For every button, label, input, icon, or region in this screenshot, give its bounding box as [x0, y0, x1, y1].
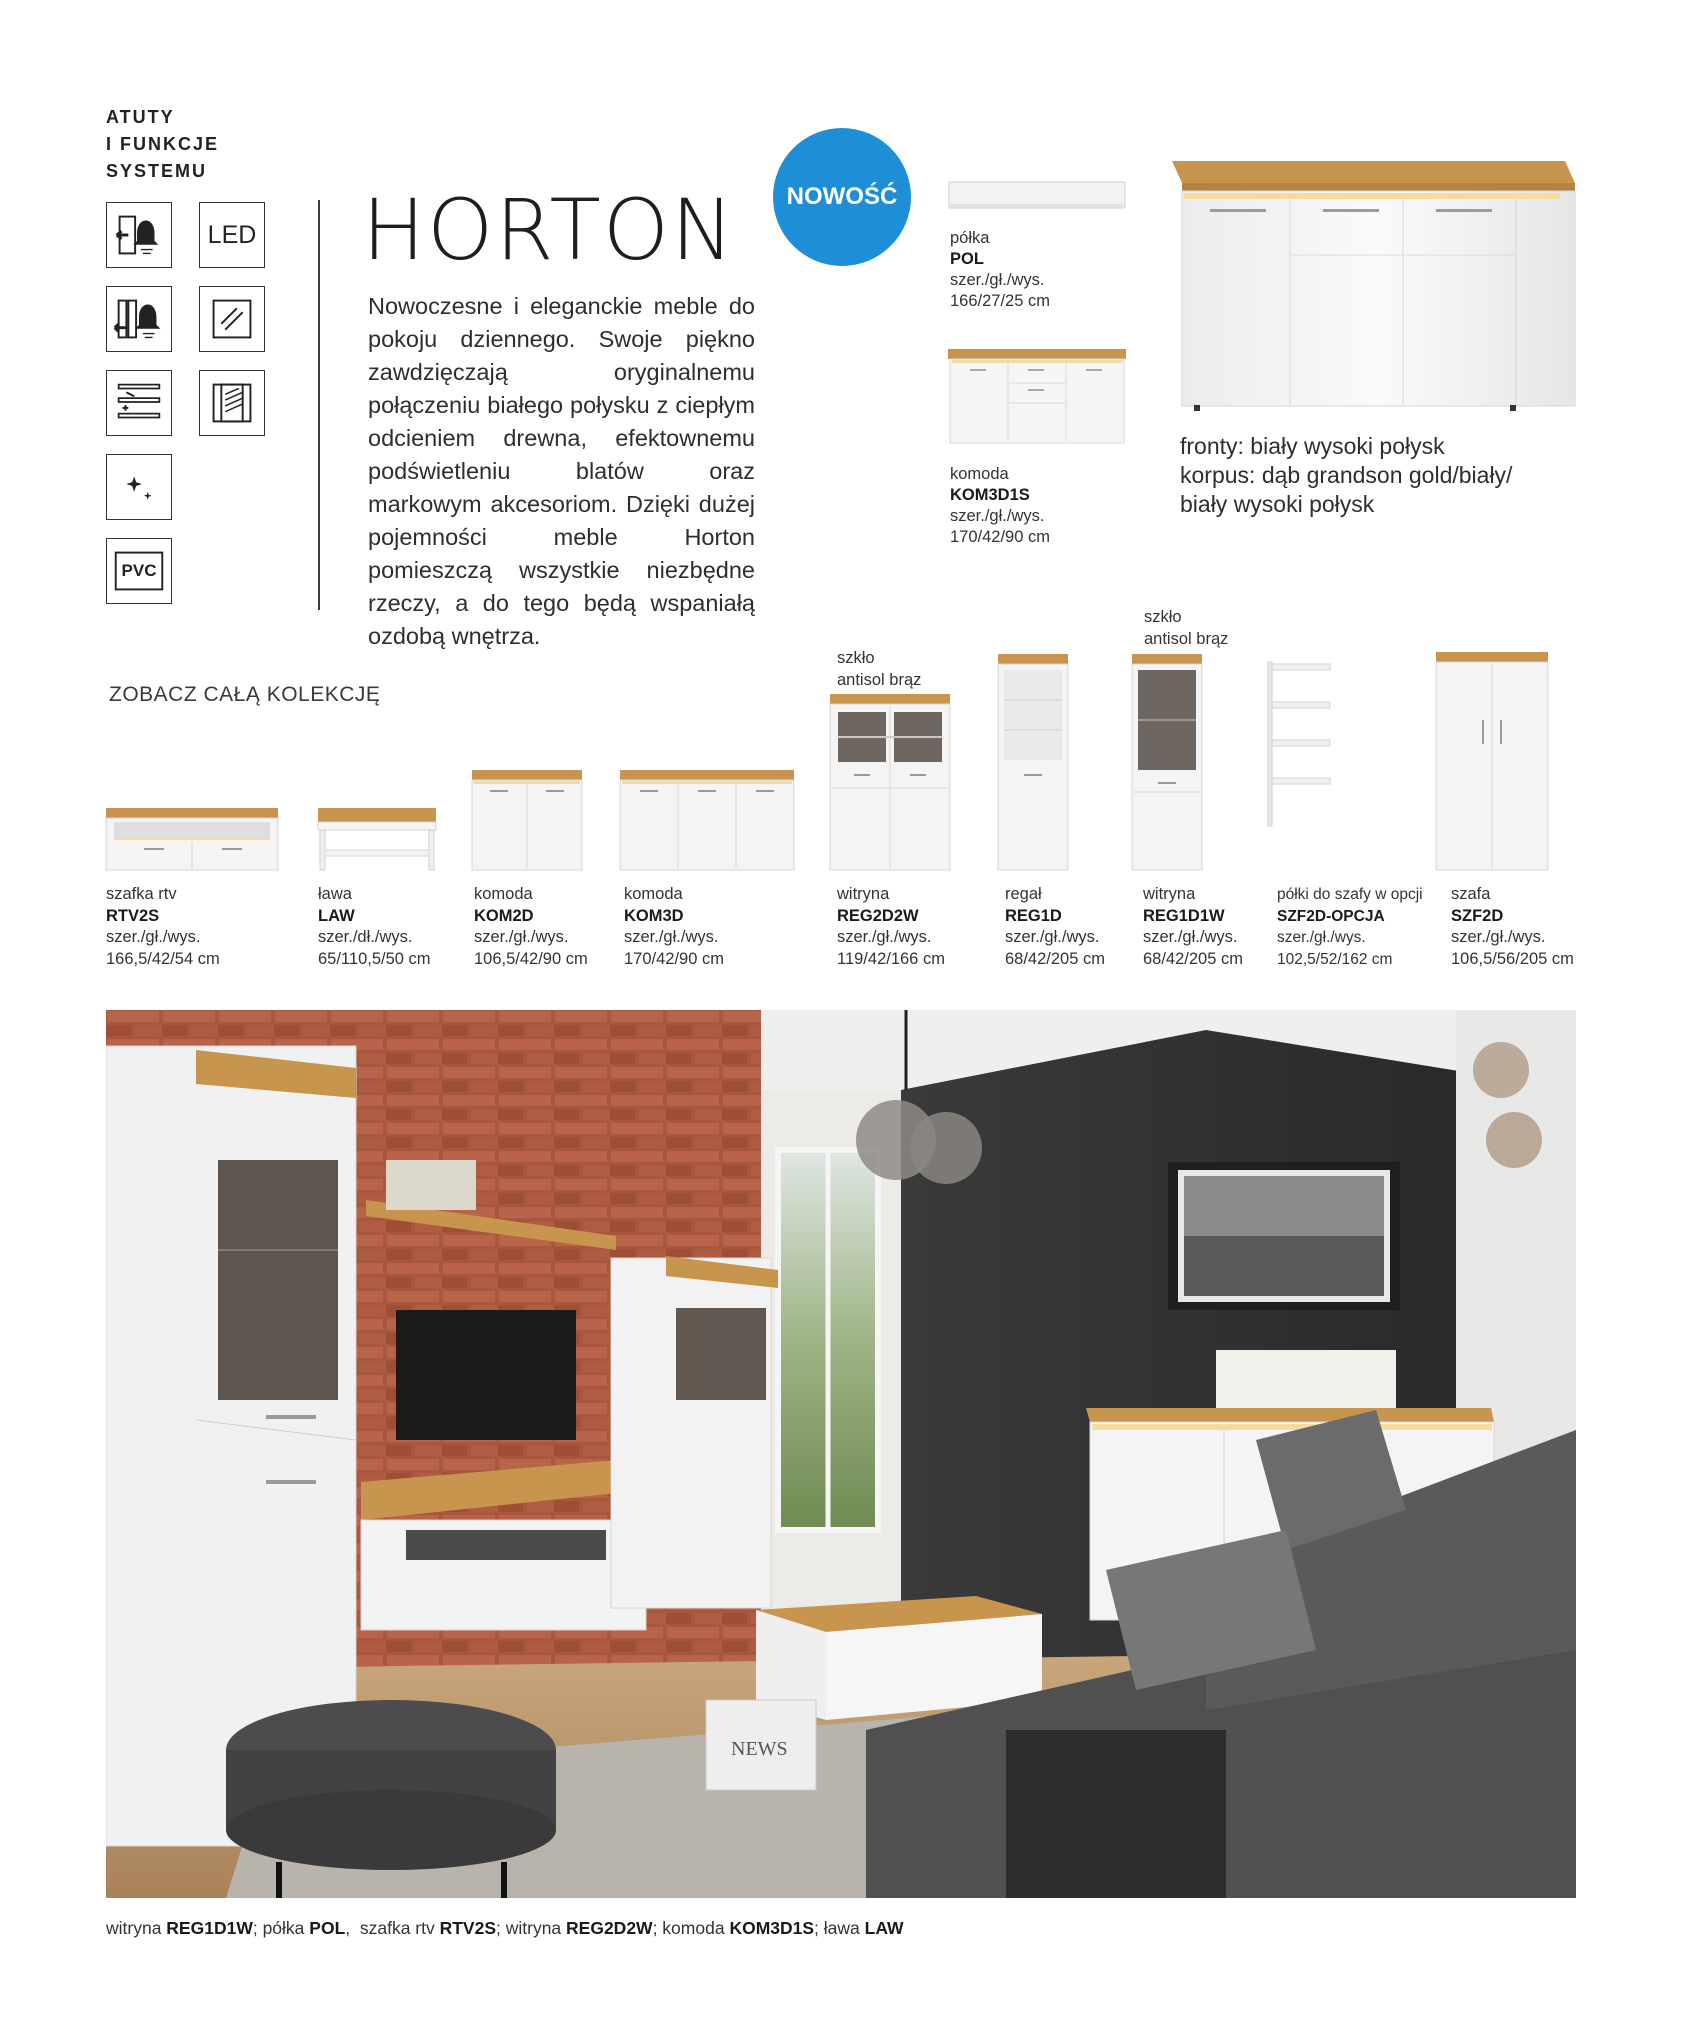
item-code: KOM3D1S [950, 486, 1030, 504]
item-dims-label: szer./gł./wys. [950, 271, 1045, 289]
collection-item [1451, 884, 1574, 970]
item-type: szafka rtv [106, 885, 177, 903]
item-dims: 170/42/90 cm [624, 949, 724, 968]
collection-item [106, 884, 220, 970]
dresser-kom3d1s-caption [950, 464, 1050, 548]
item-type: komoda [474, 885, 533, 903]
glass-icon [199, 286, 265, 352]
featured-spec [1180, 432, 1512, 519]
collection-item [318, 884, 431, 970]
item-dims: 68/42/205 cm [1005, 949, 1105, 968]
item-dims-label: szer./dł./wys. [318, 928, 413, 946]
caption-text: , szafka rtv [345, 1918, 440, 1938]
glass-tempered-icon [199, 370, 265, 436]
item-dims-label: szer./gł./wys. [1277, 929, 1366, 946]
collection-item [474, 884, 588, 970]
collection-item [1005, 884, 1105, 970]
shelf-pol-caption [950, 228, 1050, 312]
item-type: ława [318, 885, 352, 903]
item-type: witryna [1143, 885, 1196, 903]
szf2d-opcja-image [1266, 660, 1338, 832]
led-label: LED [207, 220, 257, 249]
item-type: regał [1005, 885, 1042, 903]
collection-item [1277, 884, 1423, 970]
features-title-line: I FUNKCJE [106, 134, 220, 154]
item-dims: 106,5/42/90 cm [474, 949, 588, 968]
item-type: szafa [1451, 885, 1491, 903]
glass-note-line: szkło [1144, 608, 1182, 626]
item-type: komoda [950, 465, 1009, 483]
caption-code: REG1D1W [166, 1918, 253, 1938]
glass-note [1144, 607, 1228, 650]
soft-close-door-icon [106, 286, 172, 352]
caption-code: RTV2S [439, 1918, 496, 1938]
item-type: komoda [624, 885, 683, 903]
rtv2s-image [104, 806, 280, 872]
item-code: SZF2D [1451, 906, 1504, 925]
szf2d-image [1434, 650, 1550, 872]
item-type: witryna [837, 885, 890, 903]
reg1d-image [996, 652, 1070, 872]
item-dims: 166/27/25 cm [950, 292, 1050, 310]
pvc-icon [106, 538, 172, 604]
item-code: SZF2D-OPCJA [1277, 907, 1385, 925]
reg2d2w-image [828, 692, 952, 872]
page-title: HORTON [362, 181, 736, 279]
glass-note-line: szkło [837, 649, 875, 667]
item-dims-label: szer./gł./wys. [624, 928, 719, 946]
features-title [106, 104, 219, 185]
reg1d1w-image [1130, 652, 1204, 872]
item-dims-label: szer./gł./wys. [106, 928, 201, 946]
item-type: półki do szafy w opcji [1277, 886, 1423, 903]
dresser-kom3d1s-image [948, 345, 1128, 450]
glass-note-line: antisol brąz [837, 670, 922, 689]
collection-item [1143, 884, 1243, 970]
item-dims-label: szer./gł./wys. [1005, 928, 1100, 946]
item-dims: 68/42/205 cm [1143, 949, 1243, 968]
item-dims-label: szer./gł./wys. [950, 507, 1045, 525]
divider-line [318, 200, 320, 610]
photo-caption [106, 1918, 904, 1939]
see-collection-heading: ZOBACZ CAŁĄ KOLEKCJĘ [109, 683, 381, 706]
item-dims-label: szer./gł./wys. [1143, 928, 1238, 946]
item-code: KOM3D [624, 906, 684, 925]
spec-line: biały wysoki połysk [1180, 491, 1375, 517]
room-photo-illustration [106, 1010, 1576, 1898]
caption-text: ; komoda [652, 1918, 730, 1938]
room-photo [106, 1010, 1576, 1898]
features-title-line: SYSTEMU [106, 161, 208, 181]
soft-close-drawer-icon [106, 202, 172, 268]
caption-text: ; półka [252, 1918, 310, 1938]
item-code: KOM2D [474, 906, 534, 925]
item-code: POL [950, 250, 984, 268]
kom3d-image [618, 768, 796, 872]
item-code: REG1D [1005, 906, 1062, 925]
item-dims-label: szer./gł./wys. [1451, 928, 1546, 946]
caption-code: REG2D2W [566, 1918, 653, 1938]
caption-code: KOM3D1S [729, 1918, 815, 1938]
item-code: LAW [318, 906, 355, 925]
spec-line: korpus: dąb grandson gold/biały/ [1180, 462, 1513, 488]
item-dims: 170/42/90 cm [950, 528, 1050, 546]
features-title-line: ATUTY [106, 107, 175, 127]
item-code: REG1D1W [1143, 906, 1225, 925]
dresser-main-image [1170, 155, 1580, 420]
new-badge: NOWOŚĆ [773, 128, 911, 266]
item-dims: 106,5/56/205 cm [1451, 949, 1574, 968]
pvc-label: PVC [121, 561, 157, 580]
law-image [316, 806, 438, 872]
news-text: NEWS [731, 1738, 788, 1760]
caption-text: witryna [106, 1918, 167, 1938]
glass-note [837, 648, 921, 691]
item-dims: 102,5/52/162 cm [1277, 950, 1393, 968]
caption-text: ; ława [814, 1918, 865, 1938]
adjustable-shelf-icon [106, 370, 172, 436]
caption-code: LAW [864, 1918, 904, 1938]
led-icon [199, 202, 265, 268]
item-dims-label: szer./gł./wys. [474, 928, 569, 946]
item-dims: 65/110,5/50 cm [318, 949, 431, 968]
item-type: półka [950, 229, 990, 247]
gloss-shine-icon [106, 454, 172, 520]
kom2d-image [470, 768, 584, 872]
collection-item [837, 884, 945, 970]
item-code: RTV2S [106, 906, 160, 925]
item-dims: 166,5/42/54 cm [106, 949, 220, 968]
description: Nowoczesne i eleganckie meble do pokoju dziennego. Swoje piękno zawdzięczają oryginalnemu połączeniu białego połysku z ciepłym odcieniem drewna, efektownemu podświetleniu blatów oraz markowym akcesoriom. Dzięki dużej pojemności meble Horton pomieszczą wszystkie niezbędne rzeczy, a do tego będą wspaniałą ozdobą wnętrza. [368, 293, 755, 649]
spec-line: fronty: biały wysoki połysk [1180, 433, 1445, 459]
item-dims-label: szer./gł./wys. [837, 928, 932, 946]
glass-note-line: antisol brąz [1144, 629, 1229, 648]
caption-text: ; witryna [496, 1918, 567, 1938]
caption-code: POL [309, 1918, 346, 1938]
shelf-pol-image [948, 180, 1128, 212]
collection-item [624, 884, 724, 970]
item-code: REG2D2W [837, 906, 919, 925]
item-dims: 119/42/166 cm [837, 949, 945, 968]
